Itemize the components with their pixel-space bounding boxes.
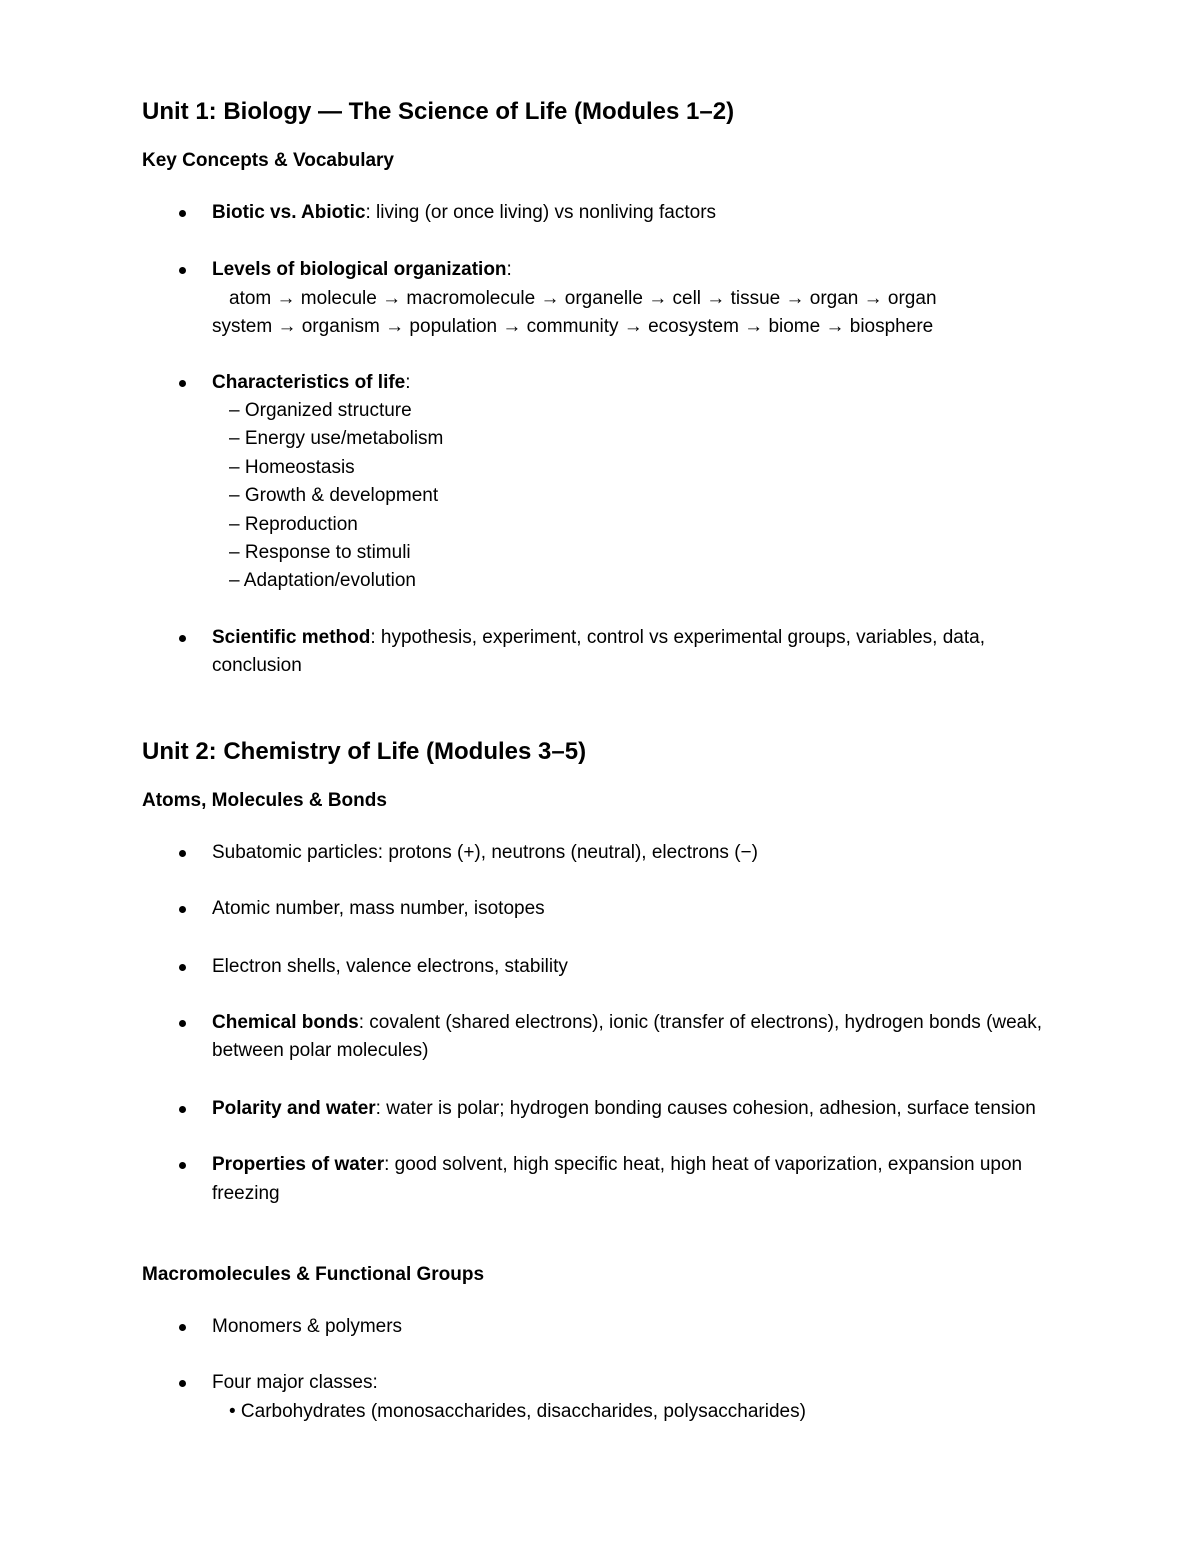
item-text: Monomers & polymers — [212, 1315, 403, 1337]
item-text: Subatomic particles: protons (+), neutrons (neutral), electrons (−) — [212, 841, 758, 863]
item-term: Characteristics of life — [212, 371, 406, 393]
list-item — [142, 624, 1052, 681]
item-text: : — [405, 371, 411, 393]
document-page — [142, 94, 1052, 1426]
sub-item: – Response to stimuli — [229, 542, 411, 564]
item-text: : hypothesis, experiment, control vs experimental groups, variables, data, conclusion — [212, 626, 986, 677]
unit2-section2-heading: Macromolecules & Functional Groups — [142, 1263, 485, 1285]
unit1-list — [142, 199, 1052, 681]
sub-item: – Organized structure — [229, 400, 412, 422]
list-item — [142, 256, 1052, 341]
item-text: : living (or once living) vs nonliving factors — [365, 202, 717, 223]
item-text: Atomic number, mass number, isotopes — [212, 898, 545, 920]
item-text: : — [506, 259, 512, 281]
item-text: Four major classes: — [212, 1372, 378, 1394]
item-text: Electron shells, valence electrons, stability — [212, 955, 568, 977]
item-term: Polarity and water — [212, 1097, 376, 1119]
list-item — [142, 1313, 1052, 1341]
sub-item: • Carbohydrates (monosaccharides, disaccharides, polysaccharides) — [229, 1400, 806, 1422]
item-term: Chemical bonds — [212, 1011, 359, 1033]
list-item — [142, 199, 1052, 227]
item-continuation: system → organism → population → community → ecosystem → biome → biosphere — [212, 316, 934, 338]
list-item — [142, 1009, 1052, 1066]
item-continuation: atom → molecule → macromolecule → organelle → cell → tissue → organ → organ — [229, 287, 937, 309]
sub-item: – Reproduction — [229, 513, 358, 535]
unit2-section1-heading: Atoms, Molecules & Bonds — [142, 789, 387, 811]
unit1-title: Unit 1: Biology — The Science of Life (Modules 1–2) — [142, 98, 735, 125]
sub-item: – Adaptation/evolution — [229, 570, 416, 592]
sub-item: – Homeostasis — [229, 456, 355, 478]
list-item — [142, 953, 1052, 981]
unit2-section1-list — [142, 839, 1052, 1208]
item-text: : covalent (shared electrons), ionic (transfer of electrons), hydrogen bonds (weak, between polar molecules) — [212, 1011, 1043, 1062]
item-term: Properties of water — [212, 1154, 385, 1176]
item-term: Scientific method — [212, 626, 371, 648]
sub-item: – Energy use/metabolism — [229, 428, 444, 450]
list-item — [142, 839, 1052, 867]
list-item — [142, 895, 1052, 923]
list-item — [142, 1151, 1052, 1208]
list-item — [142, 1095, 1052, 1123]
unit2-title: Unit 2: Chemistry of Life (Modules 3–5) — [142, 737, 587, 765]
unit1-section-heading: Key Concepts & Vocabulary — [142, 150, 395, 171]
item-term: Levels of biological organization — [212, 259, 507, 281]
sub-item: – Growth & development — [229, 485, 439, 507]
list-item — [142, 369, 1052, 596]
item-term: Biotic vs. Abiotic — [212, 202, 366, 223]
item-text: : good solvent, high specific heat, high heat of vaporization, expansion upon freezing — [212, 1154, 1023, 1204]
unit2-section2-list — [142, 1313, 1052, 1426]
item-text: : water is polar; hydrogen bonding causes cohesion, adhesion, surface tension — [375, 1097, 1036, 1119]
list-item — [142, 1369, 1052, 1426]
